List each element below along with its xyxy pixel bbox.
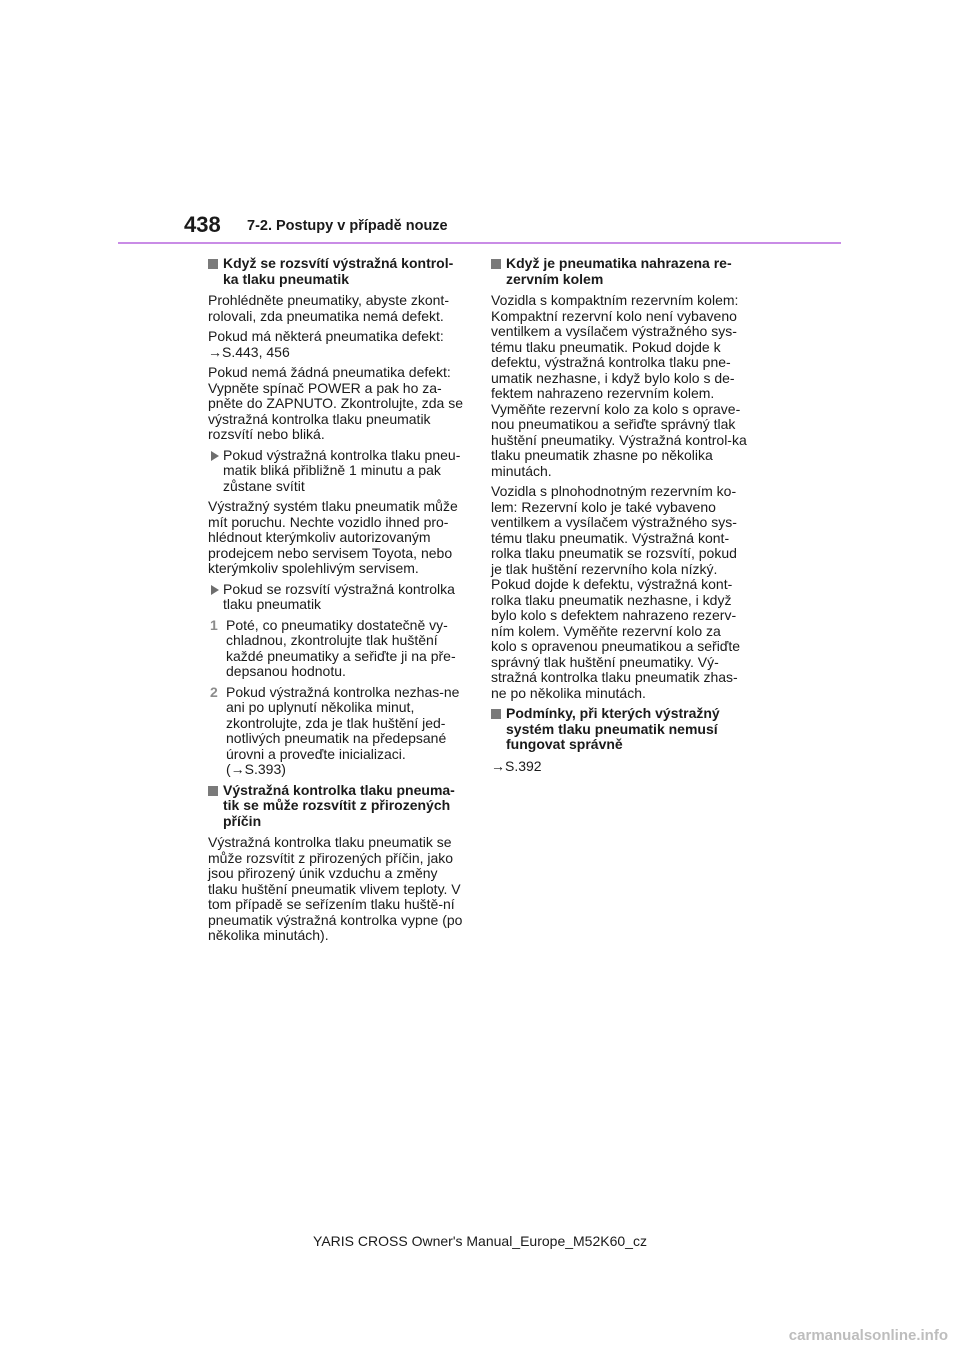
step-text: Poté, co pneumatiky dostatečně vy-chladnou, zkontrolujte tlak huštění každé pneumatiky a seřiďte ji na pře-depsanou hodnotu.	[226, 616, 456, 679]
step-text: Pokud výstražná kontrolka nezhas-ne ani po uplynutí několika minut, zkontrolujte, zda je tlak huštění jed-notlivých pneumatik na předepsané úrovni a proveďte inicializaci.	[226, 683, 460, 762]
square-bullet-icon	[208, 786, 218, 796]
heading-text: Výstražná kontrolka tlaku pneuma-tik se může rozsvítit z přirozených příčin	[223, 781, 455, 829]
triangle-bullet-icon	[211, 585, 219, 595]
section-title: 7-2. Postupy v případě nouze	[247, 218, 448, 234]
triangle-bullet-icon	[211, 451, 219, 461]
case-text: Pokud výstražná kontrolka tlaku pneu-matik bliká přibližně 1 minutu a pak zůstane svítit	[223, 446, 461, 494]
step-number: 2	[210, 683, 218, 700]
step-item	[208, 685, 464, 778]
paragraph: Výstražný systém tlaku pneumatik může mít poruchu. Nechte vozidlo ihned pro-hlédnout kterýmkoliv autorizovaným prodejcem nebo servisem Toyota, nebo kterýmkoliv spolehlivým servisem.	[208, 498, 458, 576]
right-column	[491, 256, 747, 779]
heading-text: Podmínky, při kterých výstražný systém tlaku pneumatik nemusí fungovat správně	[506, 705, 720, 752]
page-reference-link[interactable]: →S.392	[491, 757, 542, 774]
page-reference-link[interactable]: (→S.393)	[226, 761, 286, 777]
square-bullet-icon	[491, 709, 501, 719]
step-item	[208, 618, 464, 680]
paragraph: Vozidla s kompaktním rezervním kolem: Kompaktní rezervní kolo není vybaveno ventilkem a vysílačem výstražného sys-tému tlaku pneumatik. Pokud dojde k defektu, výstražná kontrolka tlaku pne-umatik nezhasne, i když bylo kolo s de-fektem nahrazeno rezervním kolem. Vyměňte rezervní kolo za kolo s oprave-nou pneumatikou a seřiďte správný tlak huštění pneumatiky. Výstražná kontrol-ka tlaku pneumatik zhasne po několika minutách.	[491, 292, 747, 479]
heading-conditions	[491, 706, 747, 753]
step-number: 1	[210, 616, 218, 633]
case-item	[208, 448, 464, 495]
case-text: Pokud se rozsvítí výstražná kontrolka tlaku pneumatik	[223, 580, 455, 612]
case-item	[208, 582, 464, 613]
left-column	[208, 256, 464, 949]
page-number: 438	[184, 212, 221, 237]
paragraph-defect	[208, 329, 464, 360]
heading-text: Když se rozsvítí výstražná kontrol-ka tlaku pneumatik	[223, 255, 454, 287]
square-bullet-icon	[491, 259, 501, 269]
header-divider	[118, 242, 841, 244]
paragraph: Vozidla s plnohodnotným rezervním ko-lem: Rezervní kolo je také vybaveno ventilkem a vysílačem výstražného sys-tému tlaku pneumatik. Výstražná kont-rolka tlaku pneumatik se rozsvítí, pokud je tlak huštění rezervního kola nízký. Pokud dojde k defektu, výstražná kont-rolka tlaku pneumatik nezhasne, i když bylo kolo s defektem nahrazeno rezerv-ním kolem. Vyměňte rezervní kolo za kolo s opravenou pneumatikou a seřiďte správný tlak huštění pneumatiky. Vý-stražná kontrolka tlaku pneumatik zhas-ne po několika minutách.	[491, 483, 741, 701]
paragraph: Pokud nemá žádná pneumatika defekt: Vypněte spínač POWER a pak ho za-pněte do ZAPNUTO. Zkontrolujte, zda se výstražná kontrolka tlaku pneumatik rozsvítí nebo bliká.	[208, 364, 463, 442]
watermark: carmanualsonline.info	[788, 1327, 948, 1344]
footer-manual-id: YARIS CROSS Owner's Manual_Europe_M52K60_cz	[313, 1233, 647, 1249]
square-bullet-icon	[208, 259, 218, 269]
heading-natural-causes	[208, 783, 464, 830]
page-reference-link[interactable]: →S.443, 456	[208, 343, 290, 360]
paragraph-text: Pokud má některá pneumatika defekt:	[208, 328, 444, 344]
heading-warning-light-on	[208, 256, 464, 287]
paragraph: Prohlédněte pneumatiky, abyste zkont-rolovali, zda pneumatika nemá defekt.	[208, 292, 449, 324]
paragraph: Výstražná kontrolka tlaku pneumatik se může rozsvítit z přirozených příčin, jako jsou přirozený únik vzduchu a změny tlaku huštění pneumatik vlivem teploty. V tom případě se seřízením tlaku huště-ní pneumatik výstražná kontrolka vypne (po několika minutách).	[208, 834, 463, 943]
heading-spare-wheel	[491, 256, 747, 287]
heading-text: Když je pneumatika nahrazena re-zervním kolem	[506, 255, 732, 287]
